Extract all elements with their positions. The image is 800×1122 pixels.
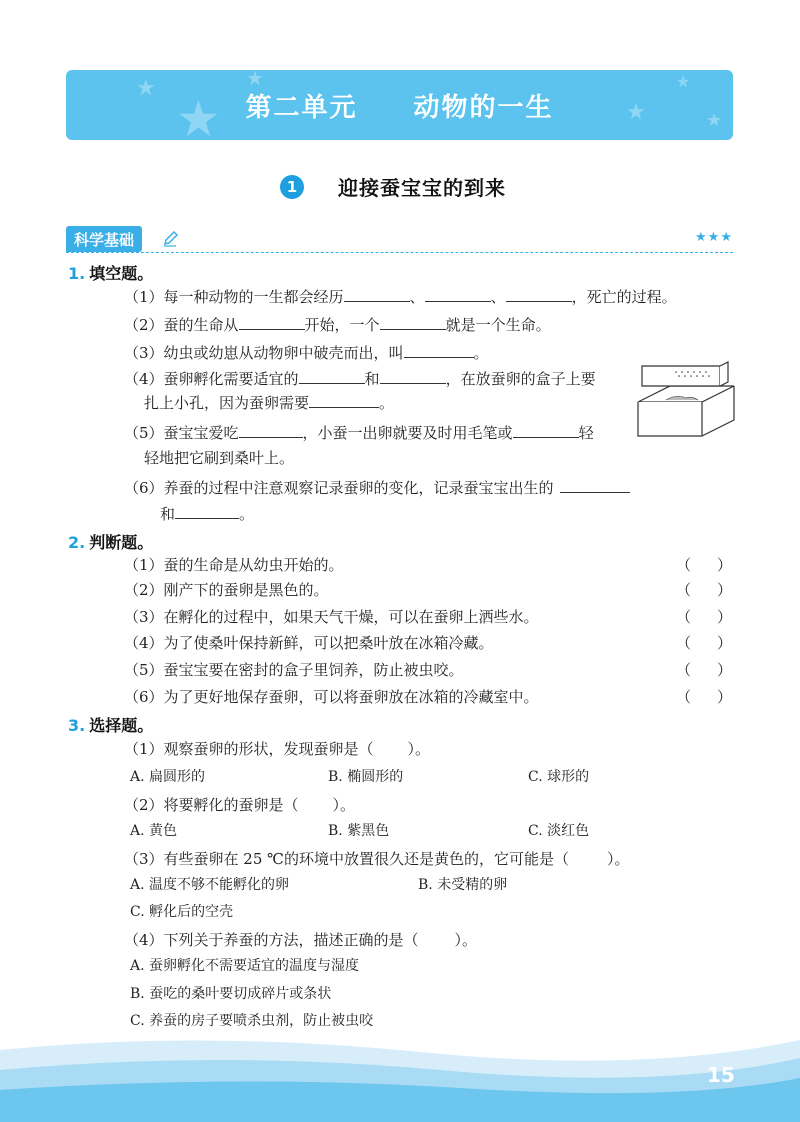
silkworm-egg-box-illustration <box>636 360 736 440</box>
answer-blank[interactable] <box>380 369 446 384</box>
judgment-answer-box[interactable]: （ ） <box>676 556 732 574</box>
q1-item-1: （1）每一种动物的一生都会经历 、 、 ，死亡的过程。 <box>124 288 677 306</box>
q1-item-5-cont: 轻地把它刷到桑叶上。 <box>144 449 295 467</box>
section-label: 科学基础 <box>66 226 142 252</box>
judgment-answer-box[interactable]: （ ） <box>676 661 732 679</box>
q3-stem-4: （4）下列关于养蚕的方法，描述正确的是（ ）。 <box>124 931 478 949</box>
judgment-answer-box[interactable]: （ ） <box>676 688 732 706</box>
q3-2-option-c[interactable]: C. 淡红色 <box>528 823 590 839</box>
answer-blank[interactable] <box>404 343 474 358</box>
answer-blank[interactable] <box>560 478 630 493</box>
q3-1-option-b[interactable]: B. 椭圆形的 <box>328 769 404 785</box>
answer-blank[interactable] <box>175 504 239 519</box>
star-decoration-icon: ★ <box>136 76 156 101</box>
lesson-title: 迎接蚕宝宝的到来 <box>338 176 506 200</box>
star-decoration-icon: ★ <box>176 90 221 140</box>
star-decoration-icon: ★ <box>626 100 646 125</box>
pencil-icon <box>162 229 180 247</box>
q2-item-1: （1）蚕的生命是从幼虫开始的。 <box>124 556 344 574</box>
q2-label: 判断题。 <box>89 533 154 552</box>
q3-stem-1: （1）观察蚕卵的形状，发现蚕卵是（ ）。 <box>124 740 431 758</box>
q2-item-3: （3）在孵化的过程中，如果天气干燥，可以在蚕卵上洒些水。 <box>124 608 539 626</box>
q3-2-option-b[interactable]: B. 紫黑色 <box>328 823 390 839</box>
judgment-answer-box[interactable]: （ ） <box>676 608 732 626</box>
q1-item-4-cont: 扎上小孔，因为蚕卵需要 。 <box>144 394 395 412</box>
q1-item-6-cont: 和 。 <box>160 505 255 523</box>
q2-item-5: （5）蚕宝宝要在密封的盒子里饲养，防止被虫咬。 <box>124 661 464 679</box>
page-number: 15 <box>707 1063 735 1087</box>
difficulty-stars: ★★★ <box>695 230 733 245</box>
answer-blank[interactable] <box>239 315 305 330</box>
q3-heading <box>68 713 153 736</box>
q3-1-option-c[interactable]: C. 球形的 <box>528 769 590 785</box>
answer-blank[interactable] <box>425 287 491 302</box>
section-bar <box>66 226 733 254</box>
q3-4-option-c[interactable]: C. 养蚕的房子要喷杀虫剂，防止被虫咬 <box>130 1013 374 1029</box>
q3-1-option-a[interactable]: A. 扁圆形的 <box>130 769 206 785</box>
answer-blank[interactable] <box>380 315 446 330</box>
answer-blank[interactable] <box>239 423 303 438</box>
q2-item-6: （6）为了更好地保存蚕卵，可以将蚕卵放在冰箱的冷藏室中。 <box>124 688 539 706</box>
star-decoration-icon: ★ <box>676 72 691 91</box>
q3-3-option-b[interactable]: B. 未受精的卵 <box>418 877 508 893</box>
answer-blank[interactable] <box>506 287 572 302</box>
q3-4-option-a[interactable]: A. 蚕卵孵化不需要适宜的温度与湿度 <box>130 958 360 974</box>
q3-stem-2: （2）将要孵化的蚕卵是（ ）。 <box>124 796 356 814</box>
q3-3-option-a[interactable]: A. 温度不够不能孵化的卵 <box>130 877 290 893</box>
q2-item-2: （2）刚产下的蚕卵是黑色的。 <box>124 581 329 599</box>
q3-4-option-b[interactable]: B. 蚕吃的桑叶要切成碎片或条状 <box>130 986 332 1002</box>
unit-title: 第二单元 动物的一生 <box>245 92 554 123</box>
q1-item-4: （4）蚕卵孵化需要适宜的 和 ，在放蚕卵的盒子上要 <box>124 370 596 388</box>
q2-number: 2. <box>68 533 86 552</box>
q3-2-option-a[interactable]: A. 黄色 <box>130 823 178 839</box>
answer-blank[interactable] <box>299 369 365 384</box>
q1-heading <box>68 261 153 284</box>
q1-item-6: （6）养蚕的过程中注意观察记录蚕卵的变化，记录蚕宝宝出生的 <box>124 478 630 498</box>
judgment-answer-box[interactable]: （ ） <box>676 581 732 599</box>
section-divider <box>66 252 733 253</box>
unit-banner <box>66 70 733 140</box>
answer-blank[interactable] <box>513 423 579 438</box>
star-decoration-icon: ★ <box>706 110 723 131</box>
q1-label: 填空题。 <box>89 264 154 283</box>
answer-blank[interactable] <box>309 393 379 408</box>
q3-3-option-c[interactable]: C. 孵化后的空壳 <box>130 904 234 920</box>
star-decoration-icon: ★ <box>246 70 264 90</box>
choice-answer-slot[interactable] <box>419 930 455 945</box>
q2-item-4: （4）为了使桑叶保持新鲜，可以把桑叶放在冰箱冷藏。 <box>124 634 494 652</box>
q3-stem-3: （3）有些蚕卵在 25 ℃的环境中放置很久还是黄色的，它可能是（ ）。 <box>124 850 630 868</box>
footer-wave-decoration <box>0 1030 800 1122</box>
q2-heading <box>68 530 153 553</box>
q1-item-3: （3）幼虫或幼崽从动物卵中破壳而出，叫 。 <box>124 344 489 362</box>
q1-item-2: （2）蚕的生命从 开始，一个 就是一个生命。 <box>124 316 551 334</box>
choice-answer-slot[interactable] <box>299 795 333 810</box>
judgment-answer-box[interactable]: （ ） <box>676 634 732 652</box>
q3-number: 3. <box>68 716 86 735</box>
choice-answer-slot[interactable] <box>569 849 607 864</box>
answer-blank[interactable] <box>344 287 410 302</box>
lesson-heading <box>280 172 506 201</box>
q1-item-5: （5）蚕宝宝爱吃 ，小蚕一出卵就要及时用毛笔或 轻 <box>124 424 594 442</box>
choice-answer-slot[interactable] <box>374 739 408 754</box>
lesson-number-badge: 1 <box>280 175 304 199</box>
q1-number: 1. <box>68 264 86 283</box>
q3-label: 选择题。 <box>89 716 154 735</box>
